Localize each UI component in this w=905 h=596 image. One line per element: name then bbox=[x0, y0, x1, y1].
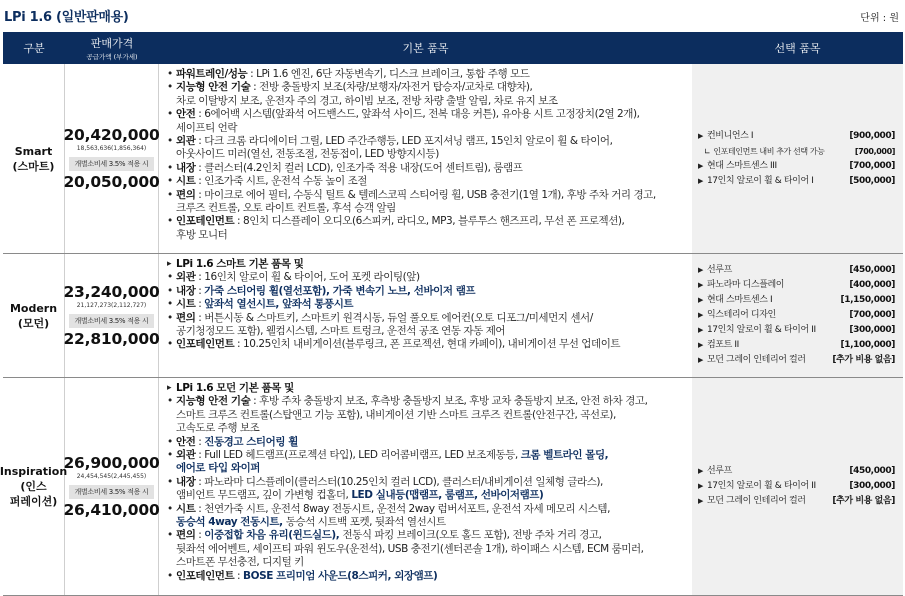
basic-item-text: : 10.25인치 내비게이션(블루링크, 폰 프로젝션, 현대 카페이), 내비게이션 무선 업데이트 bbox=[234, 338, 621, 351]
basic-item bbox=[167, 529, 692, 542]
basic-item-text: : 클러스터(4.2인치 컬러 LCD), 인조가죽 적용 내장(도어 센터트림), 룸램프 bbox=[195, 161, 523, 174]
basic-item-key: 인포테인먼트 bbox=[176, 215, 235, 228]
option-item bbox=[698, 353, 895, 368]
table-header bbox=[3, 32, 903, 64]
sub-item-corner-icon: ∟ bbox=[704, 146, 711, 156]
triangle-right-icon: ▶ bbox=[698, 497, 703, 505]
option-name: 17인치 알로이 휠 & 타이어 II bbox=[706, 481, 816, 491]
option-label bbox=[698, 263, 732, 278]
option-label bbox=[698, 293, 772, 308]
basic-item-text: : 후방 주차 충돌방지 보조, 후측방 충돌방지 보조, 후방 교차 충돌방지 보조, 안전 하차 경고, bbox=[250, 395, 648, 408]
supply-price: 21,127,273(2,112,727) bbox=[76, 302, 147, 309]
option-label bbox=[698, 174, 813, 189]
basic-item-text: : bbox=[195, 298, 205, 311]
basic-item-text: 후방 모니터 bbox=[176, 228, 228, 241]
option-label bbox=[698, 464, 732, 479]
basic-item-key: 인포테인먼트 bbox=[176, 569, 235, 582]
option-item bbox=[698, 293, 895, 308]
basic-item-text: 차로 이탈방지 보조, 운전자 주의 경고, 하이빔 보조, 전방 차량 출발 알림, 차로 유지 보조 bbox=[176, 94, 558, 107]
sale-price: 23,240,000 bbox=[63, 283, 160, 301]
basic-item bbox=[167, 271, 692, 284]
price-cell bbox=[65, 378, 159, 595]
supply-price: 18,563,636(1,856,364) bbox=[76, 145, 147, 152]
supply-price: 24,454,545(2,445,455) bbox=[76, 473, 147, 480]
option-item bbox=[698, 494, 895, 509]
tax-label: 개별소비세 3.5% 적용 시 bbox=[69, 314, 153, 328]
unit-label: 단위 : 원 bbox=[860, 13, 899, 24]
option-label bbox=[698, 308, 776, 323]
triangle-right-icon: ▶ bbox=[698, 161, 703, 170]
basic-item-text: : 8인치 디스플레이 오디오(6스피커, 라디오, MP3, 블루투스 핸즈프리, 무선 폰 프로젝션), bbox=[234, 215, 625, 228]
option-label bbox=[698, 494, 806, 509]
basic-item-key: 안전 bbox=[176, 435, 196, 448]
basic-item-continuation bbox=[167, 95, 692, 108]
option-price: [1,100,000] bbox=[840, 340, 895, 350]
option-item bbox=[698, 174, 895, 189]
option-price: [1,150,000] bbox=[840, 295, 895, 305]
triangle-right-icon: ▶ bbox=[698, 296, 703, 304]
header-category: 구분 bbox=[23, 42, 45, 55]
option-label bbox=[698, 159, 777, 174]
option-name: 인포테인먼트 내비 추가 선택 가능 bbox=[713, 146, 825, 156]
basic-item-continuation bbox=[167, 422, 692, 435]
option-name: 현대 스마트센스 III bbox=[706, 160, 777, 171]
basic-item-key: 외관 bbox=[176, 449, 196, 462]
basic-item-continuation bbox=[167, 543, 692, 556]
basic-item-text: : LPi 1.6 엔진, 6단 자동변속기, 디스크 브레이크, 통합 주행 모드 bbox=[247, 68, 530, 80]
basic-item-text: 스마트 크루즈 컨트롤(스탑앤고 기능 포함), 내비게이션 기반 스마트 크루즈 컨트롤(안전구간, 곡선로), bbox=[176, 408, 616, 421]
option-item bbox=[698, 464, 895, 479]
option-name: 모던 그레이 인테리어 컬러 bbox=[706, 355, 806, 365]
triangle-right-icon: ▶ bbox=[698, 311, 703, 319]
optional-items bbox=[692, 378, 903, 595]
basic-item-text: : bbox=[195, 529, 205, 542]
option-name: 현대 스마트센스 I bbox=[706, 295, 773, 305]
triangle-right-icon: ▶ bbox=[698, 281, 703, 289]
tax-label: 개별소비세 3.5% 적용 시 bbox=[69, 485, 153, 499]
trim-name-line: Smart bbox=[14, 144, 53, 158]
basic-item-text: 아웃사이드 미러(열선, 전동조절, 전동접이, LED 방향지시등) bbox=[176, 148, 439, 161]
basic-item-key: 외관 bbox=[176, 135, 196, 148]
option-price: [400,000] bbox=[849, 280, 895, 290]
basic-item bbox=[167, 395, 692, 408]
basic-item bbox=[167, 382, 692, 395]
basic-item-text: 크루즈 컨트롤, 오토 라이트 컨트롤, 후석 승객 알림 bbox=[176, 202, 396, 215]
option-item bbox=[698, 144, 895, 159]
trim-row bbox=[3, 254, 903, 378]
trim-row bbox=[0, 378, 903, 596]
optional-items bbox=[692, 254, 903, 377]
triangle-right-icon: ▶ bbox=[698, 467, 703, 475]
basic-item-highlight: 가죽 스티어링 휠(열선포함), 가죽 변속기 노브, 선바이저 램프 bbox=[204, 284, 476, 297]
basic-items bbox=[159, 378, 692, 595]
option-label bbox=[698, 129, 753, 144]
option-item bbox=[698, 263, 895, 278]
option-price: [300,000] bbox=[849, 325, 895, 335]
option-label bbox=[698, 278, 784, 293]
basic-item-text: 동승석 시트백 포켓, 뒷좌석 열선시트 bbox=[285, 516, 446, 529]
tax-applied-price: 26,410,000 bbox=[63, 501, 160, 519]
basic-item-continuation bbox=[167, 556, 692, 569]
trim-name-line: Modern bbox=[9, 301, 58, 315]
option-price: [450,000] bbox=[849, 265, 895, 275]
basic-item-highlight: 진동경고 스티어링 휠 bbox=[204, 435, 298, 448]
tax-applied-price: 20,050,000 bbox=[63, 173, 160, 191]
option-price: [추가 비용 없음] bbox=[832, 496, 895, 506]
basic-item bbox=[167, 162, 692, 175]
basic-item-continuation bbox=[167, 122, 692, 135]
basic-item bbox=[167, 135, 692, 148]
sale-price: 26,900,000 bbox=[63, 454, 160, 472]
basic-item-key: LPi 1.6 스마트 기본 품목 및 bbox=[176, 258, 304, 270]
triangle-right-icon: ▶ bbox=[698, 326, 703, 334]
basic-item bbox=[167, 570, 692, 583]
basic-item bbox=[167, 503, 692, 516]
price-cell bbox=[65, 64, 159, 253]
basic-item-key: LPi 1.6 모던 기본 품목 및 bbox=[176, 382, 294, 394]
basic-item-key: 파워트레인/성능 bbox=[176, 68, 248, 80]
option-name: 선루프 bbox=[706, 265, 732, 275]
basic-item-key: 인포테인먼트 bbox=[176, 338, 235, 351]
option-label bbox=[698, 338, 739, 353]
option-item bbox=[698, 479, 895, 494]
basic-item bbox=[167, 258, 692, 271]
triangle-right-icon: ▶ bbox=[698, 176, 703, 185]
basic-item-key: 시트 bbox=[176, 502, 196, 515]
basic-item-key: 외관 bbox=[176, 271, 196, 284]
sale-price: 20,420,000 bbox=[63, 126, 160, 144]
basic-item-text: : bbox=[195, 435, 205, 448]
option-item bbox=[698, 308, 895, 323]
option-name: 컨비니언스 I bbox=[706, 130, 754, 141]
basic-item bbox=[167, 108, 692, 121]
basic-item-text: : 16인치 알로이 휠 & 타이어, 도어 포켓 라이팅(앞) bbox=[195, 271, 420, 284]
optional-items bbox=[692, 64, 903, 253]
basic-item bbox=[167, 436, 692, 449]
option-price: [700,000] bbox=[854, 146, 895, 156]
option-price: [500,000] bbox=[849, 175, 895, 186]
option-label bbox=[698, 323, 816, 338]
basic-item-text: : 마이크로 에어 필터, 수동식 틸트 & 텔레스코픽 스티어링 휠, USB 충전기(1열 1개), 후방 주차 거리 경고, bbox=[195, 188, 656, 201]
basic-item-key: 시트 bbox=[176, 175, 196, 188]
basic-item-text: 앰비언트 무드램프, 깊이 가변형 컵홀더, bbox=[176, 489, 352, 502]
option-item bbox=[698, 323, 895, 338]
basic-item-continuation bbox=[167, 462, 692, 475]
basic-item-highlight: 동승석 4way 전동시트, bbox=[176, 516, 286, 529]
basic-item-text: : 버튼시동 & 스마트키, 스마트키 원격시동, 듀얼 풀오토 에어컨(오토 디포그/미세먼지 센서/ bbox=[195, 311, 593, 324]
trim-row bbox=[3, 64, 903, 254]
triangle-right-icon: ▶ bbox=[698, 341, 703, 349]
basic-item-text: : bbox=[195, 284, 205, 297]
basic-item-text: : 인조가죽 시트, 운전석 수동 높이 조절 bbox=[195, 175, 367, 188]
basic-item bbox=[167, 338, 692, 351]
option-item bbox=[698, 159, 895, 174]
price-cell bbox=[65, 254, 159, 377]
trim-name-line: (모던) bbox=[17, 316, 50, 330]
basic-item-text: 뒷좌석 에어벤트, 세이프티 파워 윈도우(운전석), USB 충전기(센터콘솔 1개), 하이패스 시스템, ECM 룸미러, bbox=[176, 542, 644, 555]
basic-items bbox=[159, 64, 692, 253]
basic-item-key: 편의 bbox=[176, 529, 196, 542]
basic-item bbox=[167, 215, 692, 228]
option-price: [450,000] bbox=[849, 466, 895, 476]
basic-item-highlight: LED 실내등(맵램프, 룸램프, 선바이저램프) bbox=[351, 489, 544, 502]
option-item bbox=[698, 338, 895, 353]
option-name: 컴포트 II bbox=[706, 340, 739, 350]
option-name: 모던 그레이 인테리어 컬러 bbox=[706, 496, 806, 506]
trim-name-line: (스마트) bbox=[12, 159, 55, 173]
basic-item-text: : 다크 크롬 라디에이터 그릴, LED 주간주행등, LED 포지셔닝 램프, 15인치 알로이 휠 & 타이어, bbox=[195, 135, 613, 148]
basic-item-text: 전동식 파킹 브레이크(오토 홀드 포함), 전방 주차 거리 경고, bbox=[342, 529, 602, 542]
option-name: 파노라마 디스플레이 bbox=[706, 280, 785, 290]
basic-item-key: 지능형 안전 기술 bbox=[176, 395, 251, 408]
option-label bbox=[698, 144, 824, 159]
basic-item-continuation bbox=[167, 516, 692, 529]
basic-item-text: : 전방 충돌방지 보조(차량/보행자/자전거 탑승자/교차로 대향차), bbox=[250, 81, 533, 94]
triangle-right-icon: ▶ bbox=[698, 356, 703, 364]
option-price: [700,000] bbox=[849, 310, 895, 320]
option-item bbox=[698, 129, 895, 144]
option-price: [900,000] bbox=[849, 130, 895, 141]
basic-item-highlight: 에어로 타입 와이퍼 bbox=[176, 462, 260, 475]
basic-item-key: 내장 bbox=[176, 475, 196, 488]
basic-item-continuation bbox=[167, 489, 692, 502]
basic-item bbox=[167, 68, 692, 81]
basic-item bbox=[167, 81, 692, 94]
triangle-right-icon: ▶ bbox=[698, 131, 703, 140]
option-name: 익스테리어 디자인 bbox=[706, 310, 776, 320]
trim-name-line: (인스 bbox=[20, 480, 47, 493]
basic-item-text: : 파노라마 디스플레이(클러스터(10.25인치 컬러 LCD), 클러스터/내비게이션 일체형 글라스), bbox=[195, 475, 603, 488]
option-item bbox=[698, 278, 895, 293]
basic-item-continuation bbox=[167, 202, 692, 215]
option-name: 17인치 알로이 휠 & 타이어 II bbox=[706, 325, 816, 335]
basic-item bbox=[167, 285, 692, 298]
option-price: [추가 비용 없음] bbox=[832, 355, 895, 365]
basic-item-continuation bbox=[167, 325, 692, 338]
basic-items bbox=[159, 254, 692, 377]
basic-item-highlight: 크롬 벨트라인 몰딩, bbox=[520, 449, 609, 462]
basic-item-continuation bbox=[167, 409, 692, 422]
header-basic-items: 기본 품목 bbox=[402, 42, 449, 55]
trim-name bbox=[0, 378, 68, 595]
basic-item bbox=[167, 449, 692, 462]
option-label bbox=[698, 353, 806, 368]
trim-name-line: Inspiration bbox=[0, 465, 68, 478]
basic-item-highlight: 앞좌석 열선시트, 앞좌석 통풍시트 bbox=[204, 298, 354, 311]
tax-applied-price: 22,810,000 bbox=[63, 330, 160, 348]
basic-item-continuation bbox=[167, 229, 692, 242]
basic-item bbox=[167, 175, 692, 188]
basic-item-highlight: 이중접합 차음 유리(윈드실드), bbox=[204, 529, 343, 542]
basic-item-text: : Full LED 헤드램프(프로젝션 타입), LED 리어콤비램프, LED 보조제동등, bbox=[195, 449, 521, 462]
trim-name bbox=[3, 64, 65, 253]
basic-item-text: : 천연가죽 시트, 운전석 8way 전동시트, 운전석 2way 럼버서포트, 운전석 자세 메모리 시스템, bbox=[195, 502, 610, 515]
basic-item bbox=[167, 189, 692, 202]
basic-item-key: 내장 bbox=[176, 284, 196, 297]
basic-item-continuation bbox=[167, 148, 692, 161]
basic-item bbox=[167, 476, 692, 489]
header-optional-items: 선택 품목 bbox=[774, 42, 821, 55]
basic-item-highlight: BOSE 프리미엄 사운드(8스피커, 외장앰프) bbox=[243, 569, 438, 582]
basic-item-key: 시트 bbox=[176, 298, 196, 311]
triangle-right-icon: ▶ bbox=[698, 482, 703, 490]
basic-item-key: 편의 bbox=[176, 311, 196, 324]
option-name: 17인치 알로이 휠 & 타이어 I bbox=[706, 175, 814, 186]
header-price: 판매가격 공급가액 (부가세) bbox=[86, 37, 138, 61]
basic-item-text: 스마트폰 무선충전, 디지털 키 bbox=[176, 556, 304, 569]
trim-name-line: 퍼레이션) bbox=[9, 495, 58, 508]
option-price: [300,000] bbox=[849, 481, 895, 491]
trim-name bbox=[3, 254, 65, 377]
basic-item-key: 내장 bbox=[176, 161, 196, 174]
page-title: LPi 1.6 (일반판매용) bbox=[4, 10, 129, 25]
basic-item bbox=[167, 298, 692, 311]
basic-item-key: 편의 bbox=[176, 188, 196, 201]
basic-item-text: : 6에어백 시스템(앞좌석 어드밴스드, 앞좌석 사이드, 전복 대응 커튼), 유아용 시트 고정장치(2열 2개), bbox=[195, 108, 640, 121]
option-name: 선루프 bbox=[706, 466, 732, 476]
basic-item-key: 지능형 안전 기술 bbox=[176, 81, 251, 94]
basic-item-text: 고속도로 주행 보조 bbox=[176, 422, 260, 435]
basic-item-key: 안전 bbox=[176, 108, 196, 121]
option-price: [700,000] bbox=[849, 160, 895, 171]
basic-item bbox=[167, 312, 692, 325]
triangle-right-icon: ▶ bbox=[698, 266, 703, 274]
basic-item-text: : bbox=[234, 569, 244, 582]
option-label bbox=[698, 479, 816, 494]
basic-item-text: 세이프티 언락 bbox=[176, 121, 238, 134]
basic-item-text: 공기청정모드 포함), 웰컴시스템, 스마트 트렁크, 운전석 공조 연동 자동 제어 bbox=[176, 325, 506, 338]
tax-label: 개별소비세 3.5% 적용 시 bbox=[69, 157, 153, 171]
